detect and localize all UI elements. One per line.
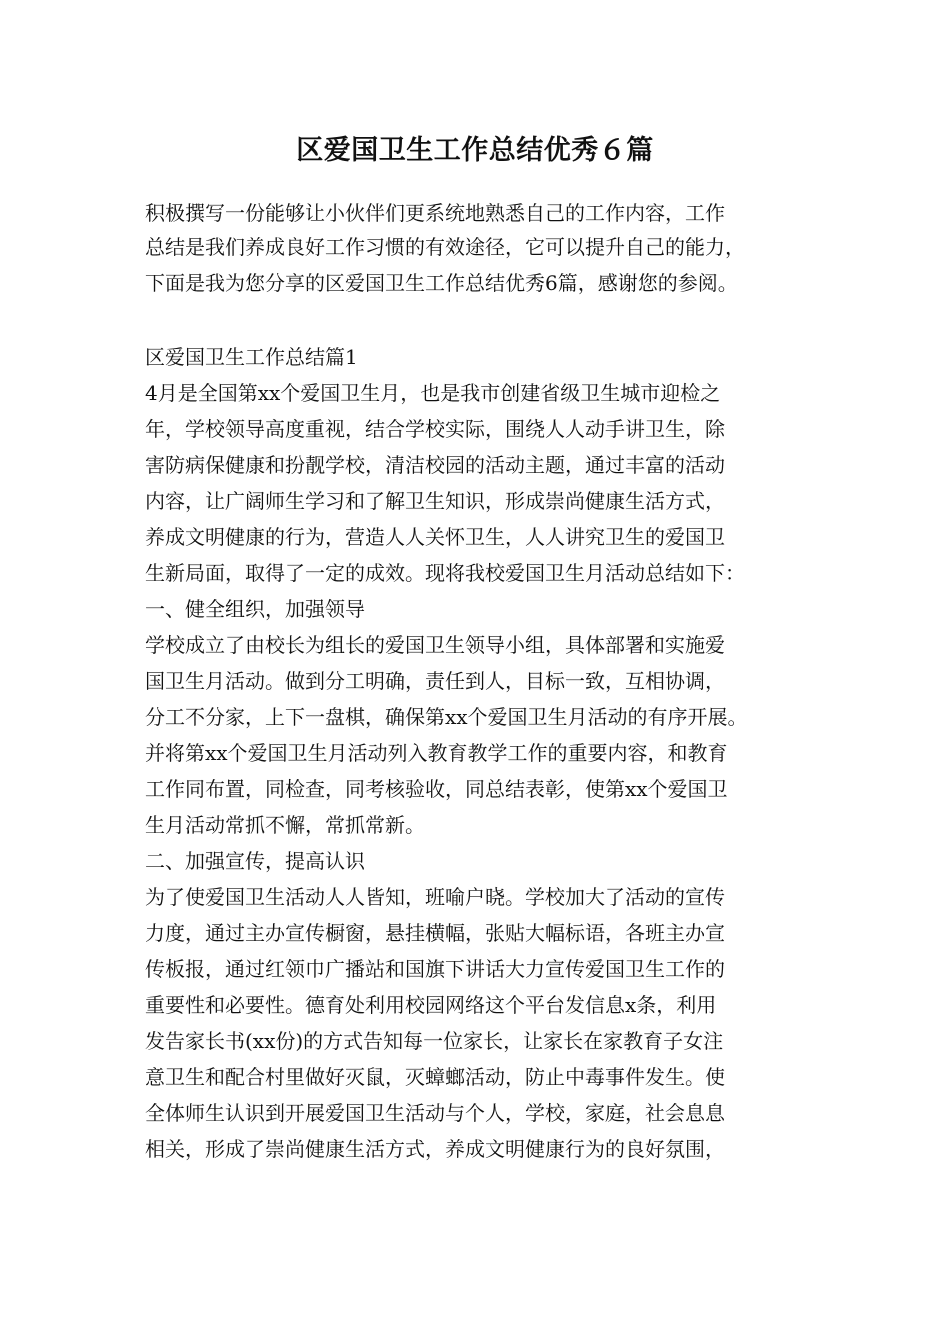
text-line: 发告家长书(xx份)的方式告知每一位家长，让家长在家教育子女注 bbox=[145, 1029, 724, 1053]
text-line: 分工不分家，上下一盘棋，确保第xx个爱国卫生月活动的有序开展。 bbox=[145, 705, 748, 729]
text-line: 工作同布置，同检查，同考核验收，同总结表彰，使第xx个爱国卫 bbox=[145, 777, 728, 801]
text-line: 为了使爱国卫生活动人人皆知，班喻户晓。学校加大了活动的宣传 bbox=[145, 885, 725, 909]
section-heading: 二、加强宣传，提高认识 bbox=[145, 849, 365, 873]
text-line: 生月活动常抓不懈，常抓常新。 bbox=[145, 813, 425, 837]
section-heading: 一、健全组织，加强领导 bbox=[145, 597, 365, 621]
text-line: 国卫生月活动。做到分工明确，责任到人，目标一致，互相协调， bbox=[145, 669, 725, 693]
text-line: 意卫生和配合村里做好灭鼠，灭蟑螂活动，防止中毒事件发生。使 bbox=[145, 1065, 725, 1089]
text-line: 积极撰写一份能够让小伙伴们更系统地熟悉自己的工作内容，工作 bbox=[145, 201, 725, 225]
text-line: 学校成立了由校长为组长的爱国卫生领导小组，具体部署和实施爱 bbox=[145, 633, 725, 657]
text-line: 年，学校领导高度重视，结合学校实际，围绕人人动手讲卫生，除 bbox=[145, 417, 725, 441]
text-line: 力度，通过主办宣传橱窗，悬挂横幅，张贴大幅标语，各班主办宣 bbox=[145, 921, 725, 945]
text-line: 4月是全国第xx个爱国卫生月，也是我市创建省级卫生城市迎检之 bbox=[145, 381, 721, 405]
text-line: 生新局面，取得了一定的成效。现将我校爱国卫生月活动总结如下： bbox=[145, 561, 745, 585]
section-heading: 区爱国卫生工作总结篇1 bbox=[145, 345, 358, 369]
text-line: 下面是我为您分享的区爱国卫生工作总结优秀6篇，感谢您的参阅。 bbox=[145, 271, 738, 295]
text-line: 相关，形成了崇尚健康生活方式，养成文明健康行为的良好氛围， bbox=[145, 1137, 725, 1161]
text-line: 总结是我们养成良好工作习惯的有效途径，它可以提升自己的能力， bbox=[145, 235, 745, 259]
text-line: 养成文明健康的行为，营造人人关怀卫生，人人讲究卫生的爱国卫 bbox=[145, 525, 725, 549]
text-line: 并将第xx个爱国卫生月活动列入教育教学工作的重要内容，和教育 bbox=[145, 741, 728, 765]
text-line: 传板报，通过红领巾广播站和国旗下讲话大力宣传爱国卫生工作的 bbox=[145, 957, 725, 981]
document-title: 区爱国卫生工作总结优秀６篇 bbox=[296, 135, 654, 166]
text-line: 害防病保健康和扮靓学校，清洁校园的活动主题，通过丰富的活动 bbox=[145, 453, 725, 477]
text-line: 全体师生认识到开展爱国卫生活动与个人，学校，家庭，社会息息 bbox=[145, 1101, 725, 1125]
text-line: 内容，让广阔师生学习和了解卫生知识，形成崇尚健康生活方式， bbox=[145, 489, 725, 513]
text-line: 重要性和必要性。德育处利用校园网络这个平台发信息x条，利用 bbox=[145, 993, 717, 1017]
